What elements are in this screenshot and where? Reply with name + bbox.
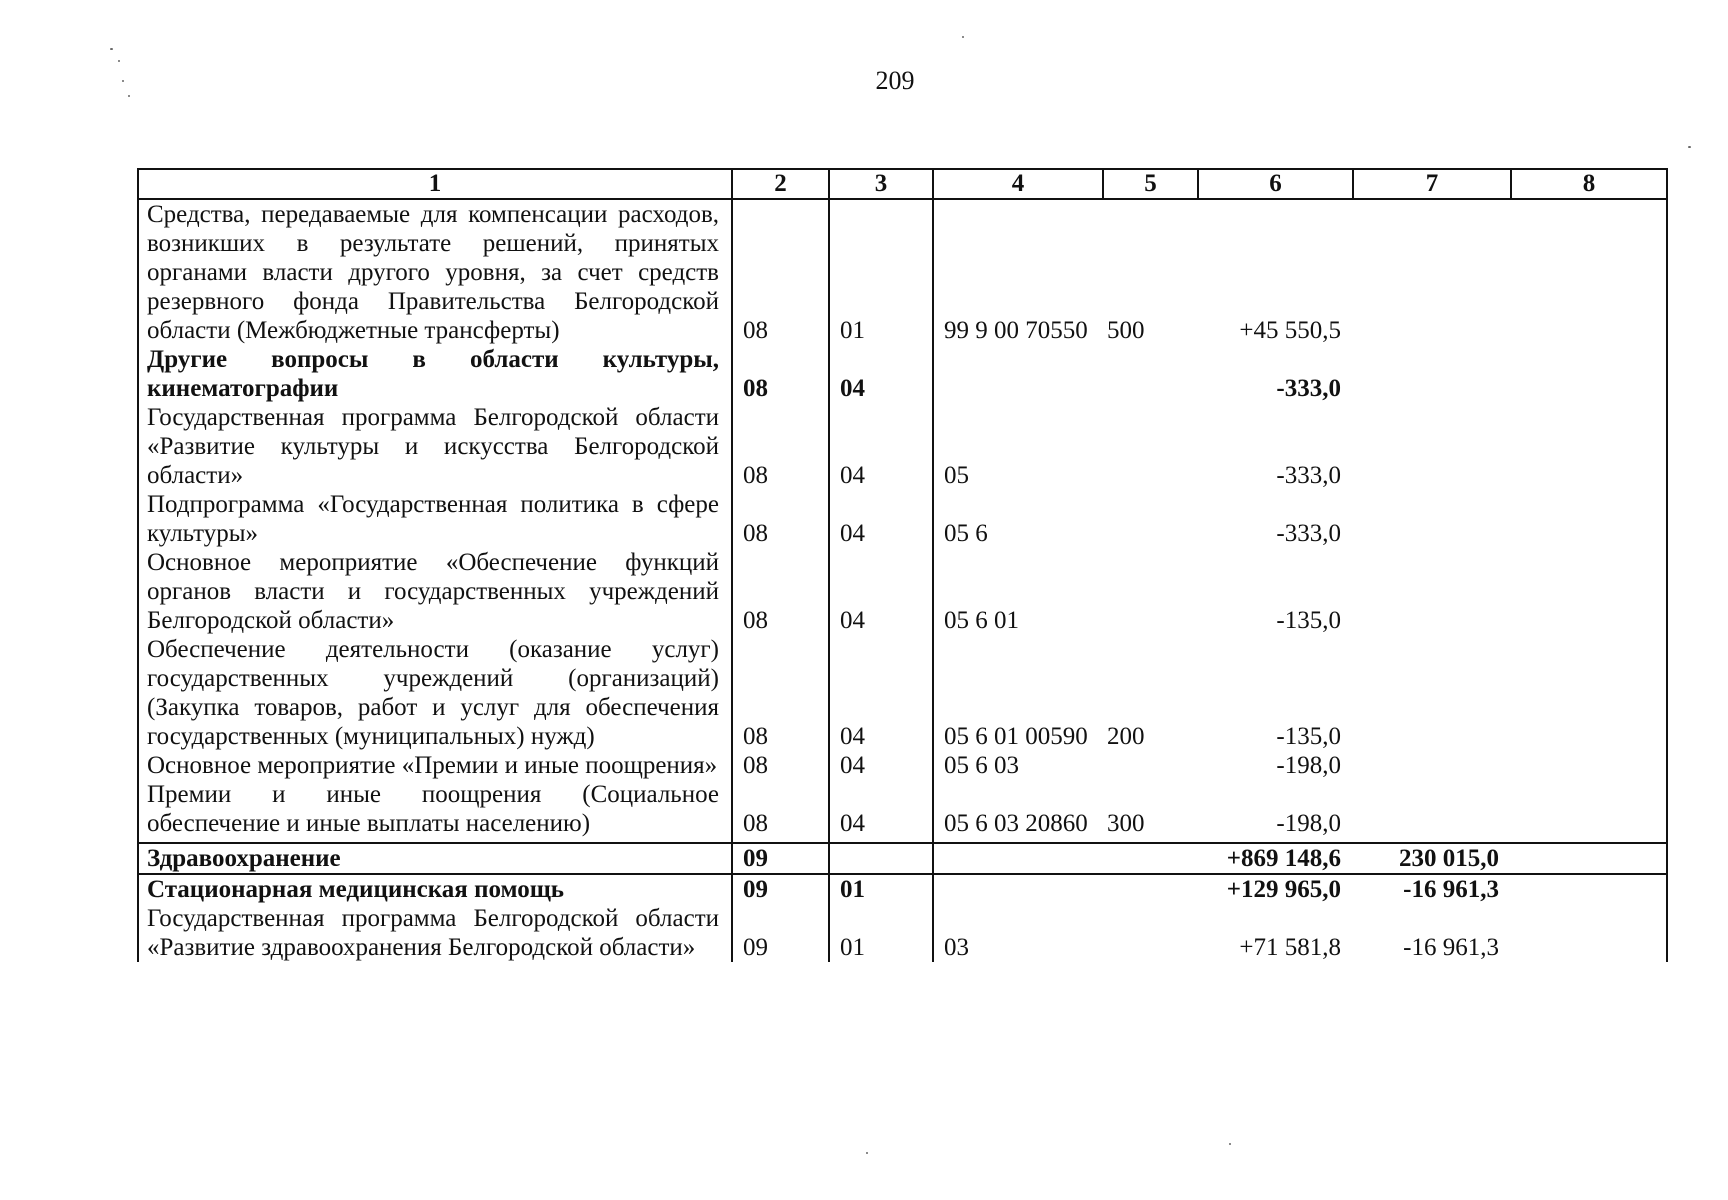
table-row <box>138 199 1667 345</box>
row-amount-7: 230 015,0 <box>1353 843 1511 874</box>
row-name: Государственная программа Белгородской области «Развитие здравоохранения Белгородской области» <box>138 904 732 962</box>
row-amount-7 <box>1353 548 1511 635</box>
row-expense-type: 300 <box>1107 810 1145 837</box>
row-amount-7 <box>1353 199 1511 345</box>
row-target: 99 9 00 70550 <box>933 199 1103 345</box>
row-subsection: 04 <box>829 345 933 403</box>
row-section: 08 <box>732 635 829 751</box>
row-expense-type <box>1103 843 1198 874</box>
row-amount-7: -16 961,3 <box>1403 876 1499 903</box>
row-amount-6: +45 550,5 <box>1239 317 1341 344</box>
row-amount-6: -198,0 <box>1276 810 1341 837</box>
row-name: Обеспечение деятельности (оказание услуг) государственных учреждений (организаций) (Закупка товаров, работ и услуг для обеспечения государственных (муниципальных) нужд) <box>138 635 732 751</box>
table-row <box>138 490 1667 548</box>
row-name: Основное мероприятие «Обеспечение функций органов власти и государственных учреждений Белгородской области» <box>138 548 732 635</box>
page-number: 209 <box>875 66 915 95</box>
table-row <box>138 751 1667 780</box>
row-name: Другие вопросы в области культуры, кинематографии <box>138 345 732 403</box>
row-col-8 <box>1511 780 1667 843</box>
row-subsection: 04 <box>829 403 933 490</box>
scan-speck <box>122 80 124 82</box>
row-amount-6: +71 581,8 <box>1239 934 1341 961</box>
row-amount-7 <box>1353 780 1511 843</box>
row-name: Стационарная медицинская помощь <box>138 874 732 904</box>
row-col-8 <box>1511 874 1667 904</box>
header-col-5: 5 <box>1103 169 1198 199</box>
row-subsection <box>829 843 933 874</box>
row-section: 08 <box>732 751 829 780</box>
row-section: 08 <box>732 403 829 490</box>
row-subsection: 01 <box>829 904 933 962</box>
table-row <box>138 548 1667 635</box>
row-col-8 <box>1511 548 1667 635</box>
header-col-1: 1 <box>138 169 732 199</box>
row-amount-6: -333,0 <box>1276 520 1341 547</box>
row-target: 05 6 01 00590 <box>933 635 1103 751</box>
table-row <box>138 345 1667 403</box>
row-amount-6: -135,0 <box>1276 607 1341 634</box>
row-section: 09 <box>732 843 829 874</box>
row-section: 08 <box>732 345 829 403</box>
row-amount-7 <box>1353 635 1511 751</box>
header-col-8: 8 <box>1511 169 1667 199</box>
header-col-6: 6 <box>1198 169 1353 199</box>
table-row <box>138 904 1667 962</box>
row-amount-7 <box>1353 490 1511 548</box>
row-col-8 <box>1511 904 1667 962</box>
row-col-8 <box>1511 403 1667 490</box>
row-subsection: 04 <box>829 548 933 635</box>
row-amount-7 <box>1353 751 1511 780</box>
header-col-2: 2 <box>732 169 829 199</box>
row-target: 05 <box>933 403 1103 490</box>
row-subsection: 01 <box>829 199 933 345</box>
row-expense-type <box>1103 548 1198 635</box>
row-section: 09 <box>732 904 829 962</box>
row-target <box>933 345 1103 403</box>
row-section: 08 <box>732 199 829 345</box>
row-amount-7 <box>1353 403 1511 490</box>
row-expense-type: 200 <box>1107 723 1145 750</box>
row-target: 05 6 03 20860 <box>933 780 1103 843</box>
row-col-8 <box>1511 635 1667 751</box>
table-row <box>138 874 1667 904</box>
header-col-3: 3 <box>829 169 933 199</box>
table-row-section-total <box>138 843 1667 874</box>
row-amount-6: -198,0 <box>1276 752 1341 779</box>
row-subsection: 04 <box>829 780 933 843</box>
scan-speck <box>866 1152 868 1154</box>
scan-speck <box>1688 146 1691 148</box>
row-amount-6: -333,0 <box>1276 375 1341 402</box>
row-target: 03 <box>933 904 1103 962</box>
row-target <box>933 843 1103 874</box>
row-expense-type <box>1103 403 1198 490</box>
row-expense-type <box>1103 345 1198 403</box>
table-row <box>138 403 1667 490</box>
row-name: Премии и иные поощрения (Социальное обеспечение и иные выплаты населению) <box>138 780 732 843</box>
row-name: Основное мероприятие «Премии и иные поощрения» <box>138 751 732 780</box>
scan-speck <box>110 48 113 50</box>
row-expense-type <box>1103 874 1198 904</box>
row-subsection: 01 <box>829 874 933 904</box>
table-row <box>138 635 1667 751</box>
row-col-8 <box>1511 345 1667 403</box>
row-subsection: 04 <box>829 751 933 780</box>
scan-speck <box>128 95 130 97</box>
table-header-row <box>138 169 1667 199</box>
row-subsection: 04 <box>829 635 933 751</box>
row-amount-6: -135,0 <box>1276 723 1341 750</box>
scan-speck <box>118 60 120 62</box>
scan-speck <box>962 36 964 38</box>
row-expense-type <box>1103 904 1198 962</box>
row-target: 05 6 03 <box>933 751 1103 780</box>
row-amount-6: +129 965,0 <box>1226 876 1341 903</box>
row-name: Государственная программа Белгородской области «Развитие культуры и искусства Белгородской области» <box>138 403 732 490</box>
row-col-8 <box>1511 490 1667 548</box>
row-name: Подпрограмма «Государственная политика в сфере культуры» <box>138 490 732 548</box>
row-col-8 <box>1511 199 1667 345</box>
row-expense-type <box>1103 490 1198 548</box>
row-expense-type: 500 <box>1107 317 1145 344</box>
row-amount-6: +869 148,6 <box>1198 843 1353 874</box>
row-amount-6: -333,0 <box>1276 462 1341 489</box>
row-target <box>933 874 1103 904</box>
budget-table <box>137 168 1668 962</box>
row-amount-7: -16 961,3 <box>1403 934 1499 961</box>
row-section: 08 <box>732 490 829 548</box>
row-name: Средства, передаваемые для компенсации расходов, возникших в результате решений, принятых органами власти другого уровня, за счет средств резервного фонда Правительства Белгородской области (Межбюджетные трансферты) <box>138 199 732 345</box>
row-col-8 <box>1511 843 1667 874</box>
header-col-7: 7 <box>1353 169 1511 199</box>
row-amount-7 <box>1353 345 1511 403</box>
table-row <box>138 780 1667 843</box>
row-target: 05 6 01 <box>933 548 1103 635</box>
row-section: 08 <box>732 780 829 843</box>
row-col-8 <box>1511 751 1667 780</box>
row-expense-type <box>1103 751 1198 780</box>
row-section: 09 <box>732 874 829 904</box>
header-col-4: 4 <box>933 169 1103 199</box>
row-target: 05 6 <box>933 490 1103 548</box>
row-name: Здравоохранение <box>138 843 732 874</box>
scan-speck <box>1229 1143 1231 1145</box>
row-subsection: 04 <box>829 490 933 548</box>
row-section: 08 <box>732 548 829 635</box>
